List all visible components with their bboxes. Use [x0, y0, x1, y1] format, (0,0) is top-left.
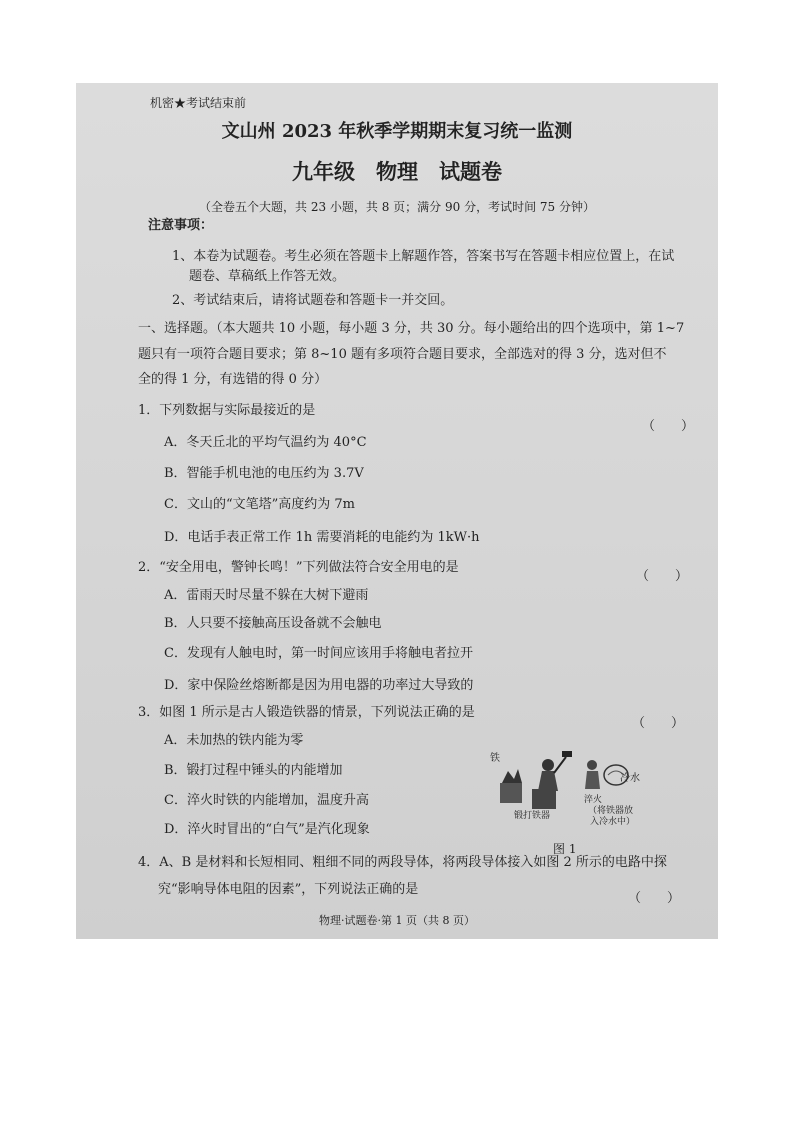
question-3-option-d: D．淬火时冒出的“白气”是汽化现象	[164, 822, 370, 837]
notes-item-2: 2、考试结束后，请将试题卷和答题卡一并交回。	[172, 293, 454, 308]
question-3-option-a: A．未加热的铁内能为零	[164, 733, 304, 748]
question-3-answer-box: （ ）	[632, 716, 685, 731]
question-4-answer-box: （ ）	[628, 891, 681, 906]
hammer-head	[562, 751, 572, 757]
forge-fire-shape	[502, 769, 522, 783]
section-1-line-1: 一、选择题。（本大题共 10 小题，每小题 3 分，共 30 分。每小题给出的四个选项中，第 1~7	[138, 321, 685, 336]
figure-label-quench-note-2: 入冷水中）	[590, 817, 636, 827]
figure-1-caption: 图 1	[553, 842, 577, 856]
question-1-answer-box: （ ）	[642, 419, 695, 434]
exam-subtitle: 九年级 物理 试题卷	[292, 159, 502, 184]
question-1-option-a: A．冬天丘北的平均气温约为 40°C	[164, 435, 367, 450]
figure-1-forging-scene	[488, 749, 638, 849]
quencher-head	[587, 760, 597, 770]
figure-label-quench: 淬火	[584, 795, 603, 805]
notes-item-1-line-2: 题卷、草稿纸上作答无效。	[189, 269, 346, 284]
figure-label-quench-note-1: （将铁器放	[588, 806, 634, 816]
figure-label-forging: 锻打铁器	[514, 811, 551, 821]
question-1-option-c: C．文山的“文笔塔”高度约为 7m	[164, 497, 355, 512]
question-1-option-b: B．智能手机电池的电压约为 3.7V	[164, 466, 364, 481]
question-2-option-a: A．雷雨天时尽量不躲在大树下避雨	[164, 588, 369, 603]
blacksmith-head	[542, 759, 554, 771]
question-2-stem: 2．“安全用电，警钟长鸣！”下列做法符合安全用电的是	[138, 560, 459, 575]
exam-info: （全卷五个大题，共 23 小题，共 8 页；满分 90 分，考试时间 75 分钟）	[199, 200, 595, 214]
question-3-stem: 3．如图 1 所示是古人锻造铁器的情景，下列说法正确的是	[138, 705, 475, 720]
quencher-body	[585, 771, 600, 789]
section-1-line-3: 全的得 1 分，有选错的得 0 分）	[138, 372, 328, 387]
anvil-shape	[532, 789, 556, 809]
scanned-exam-page	[76, 83, 718, 939]
confidential-mark: 机密★考试结束前	[150, 96, 247, 110]
forge-furnace-shape	[500, 783, 522, 803]
question-2-answer-box: （ ）	[636, 569, 689, 584]
question-4-line-1: 4．A、B 是材料和长短相同、粗细不同的两段导体，将两段导体接入如图 2 所示的电路中探	[138, 855, 667, 870]
notes-item-1-line-1: 1、本卷为试题卷。考生必须在答题卡上解题作答，答案书写在答题卡相应位置上，在试	[172, 249, 675, 264]
question-1-option-d: D．电话手表正常工作 1h 需要消耗的电能约为 1kW·h	[164, 530, 480, 545]
question-2-option-c: C．发现有人触电时，第一时间应该用手将触电者拉开	[164, 646, 473, 661]
exam-title: 文山州 2023 年秋季学期期末复习统一监测	[221, 121, 573, 142]
blacksmith-body	[538, 771, 558, 791]
figure-label-iron: 铁	[490, 753, 500, 764]
notes-heading: 注意事项：	[148, 218, 214, 233]
question-1-stem: 1．下列数据与实际最接近的是	[138, 403, 316, 418]
section-1-line-2: 题只有一项符合题目要求；第 8~10 题有多项符合题目要求，全部选对的得 3 分，选对但不	[138, 347, 667, 362]
question-3-option-b: B．锻打过程中锤头的内能增加	[164, 763, 343, 778]
question-2-option-b: B．人只要不接触高压设备就不会触电	[164, 616, 382, 631]
question-2-option-d: D．家中保险丝熔断都是因为用电器的功率过大导致的	[164, 678, 474, 693]
question-3-option-c: C．淬火时铁的内能增加，温度升高	[164, 793, 369, 808]
figure-label-cold-water: 冷水	[620, 773, 640, 784]
question-4-line-2: 究“影响导体电阻的因素”，下列说法正确的是	[158, 882, 419, 897]
hammer-handle	[554, 757, 566, 773]
page-footer: 物理·试题卷·第 1 页（共 8 页）	[319, 914, 475, 927]
